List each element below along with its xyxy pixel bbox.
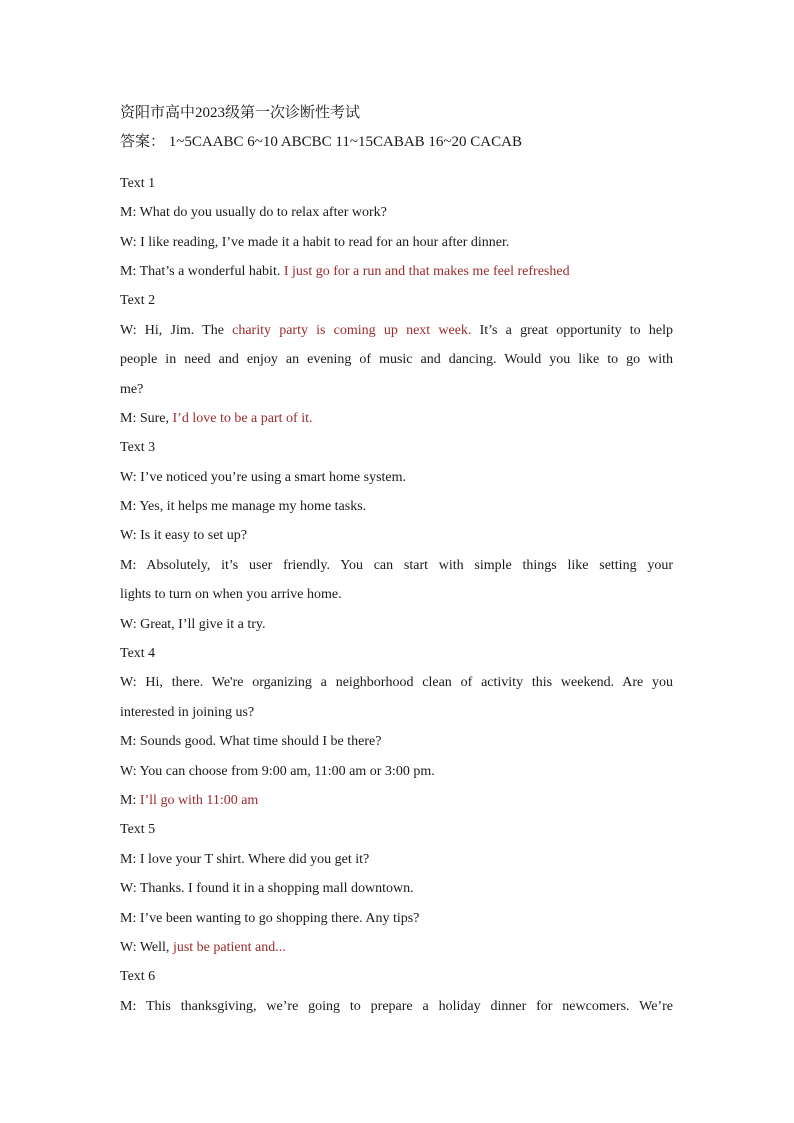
dialogue-line: W: You can choose from 9:00 am, 11:00 am or 3:00 pm. <box>120 763 435 779</box>
answer-highlight: I just go for a run and that makes me feel refreshed <box>283 263 570 279</box>
dialogue-line: W: Thanks. I found it in a shopping mall downtown. <box>120 881 414 897</box>
dialogue-line: W: Is it easy to set up? <box>120 528 248 544</box>
dialogue-line: W: Hi, Jim. The charity party is coming up next week. It’s a great opportunity to help <box>120 322 673 338</box>
dialogue-line: M: That’s a wonderful habit. I just go for a run and that makes me feel refreshed <box>120 263 570 279</box>
dialogue-line: M: Sure, I’d love to be a part of it. <box>120 410 313 426</box>
dialogue-line: W: Great, I’ll give it a try. <box>120 616 266 632</box>
text-heading: Text 1 <box>120 175 156 191</box>
dialogue-line: M: I love your T shirt. Where did you get it? <box>120 851 370 867</box>
answer-highlight: just be patient and... <box>172 939 286 955</box>
dialogue-line: M: What do you usually do to relax after work? <box>120 205 387 221</box>
dialogue-line: M: This thanksgiving, we’re going to prepare a holiday dinner for newcomers. We’re <box>120 998 673 1014</box>
answer-highlight: charity party is coming up next week. <box>232 322 472 338</box>
dialogue-line: M: Absolutely, it’s user friendly. You can start with simple things like setting your <box>120 557 673 573</box>
text-heading: Text 6 <box>120 969 156 985</box>
dialogue-line: W: Well, just be patient and... <box>120 939 286 955</box>
exam-title: 资阳市高中2023级第一次诊断性考试 <box>120 105 361 121</box>
answer-key: 答案： 1~5CAABC 6~10 ABCBC 11~15CABAB 16~20 CACAB <box>120 134 522 151</box>
dialogue-line: W: I like reading, I’ve made it a habit to read for an hour after dinner. <box>120 234 510 250</box>
dialogue-line: W: Hi, there. We're organizing a neighborhood clean of activity this weekend. Are you <box>120 675 673 691</box>
dialogue-line-continued: me? <box>120 381 144 397</box>
text-heading: Text 3 <box>120 440 156 456</box>
dialogue-line-continued: lights to turn on when you arrive home. <box>120 587 342 603</box>
text-heading: Text 5 <box>120 822 156 838</box>
dialogue-line: M: Sounds good. What time should I be there? <box>120 734 382 750</box>
document-page <box>120 99 673 1021</box>
dialogue-line: M: Yes, it helps me manage my home tasks. <box>120 499 367 515</box>
dialogue-line-continued: people in need and enjoy an evening of music and dancing. Would you like to go with <box>120 352 673 368</box>
dialogue-line-continued: interested in joining us? <box>120 704 255 720</box>
text-heading: Text 2 <box>120 293 156 309</box>
dialogue-line: W: I’ve noticed you’re using a smart home system. <box>120 469 407 485</box>
dialogue-line: M: I’ll go with 11:00 am <box>120 792 259 808</box>
dialogue-line: M: I’ve been wanting to go shopping there. Any tips? <box>120 910 420 926</box>
answer-highlight: I’d love to be a part of it. <box>172 410 313 426</box>
text-heading: Text 4 <box>120 646 156 662</box>
answer-highlight: I’ll go with 11:00 am <box>139 792 259 808</box>
